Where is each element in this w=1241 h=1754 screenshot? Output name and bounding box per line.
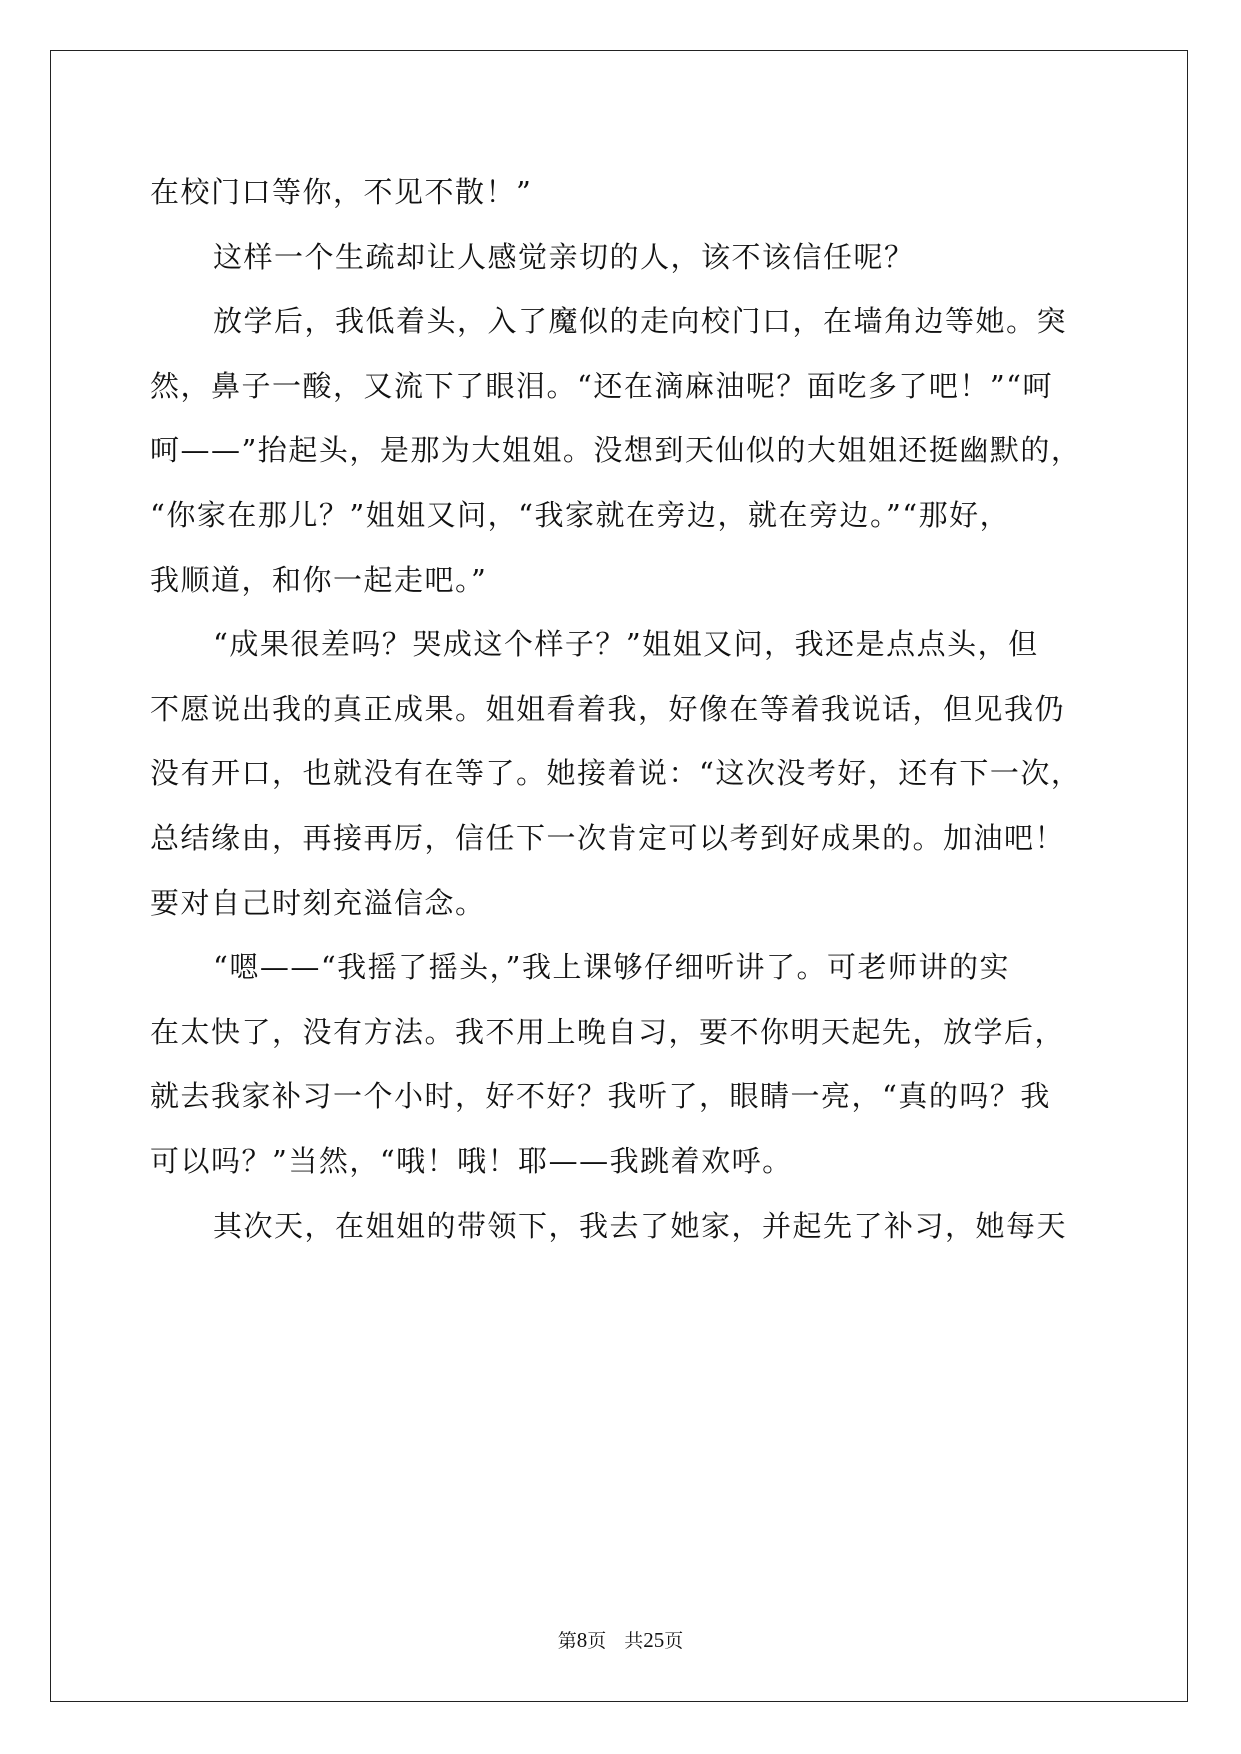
total-prefix: 共 (624, 1630, 644, 1652)
text-line: 要对自己时刻充溢信念。 (150, 885, 486, 920)
page-number: 8 (576, 1628, 588, 1652)
page-footer (0, 1628, 1241, 1653)
total-suffix: 页 (664, 1630, 684, 1652)
text-line: 不愿说出我的真正成果。姐姐看着我，好像在等着我说话，但见我仍 (150, 691, 1066, 726)
text-line: 这样一个生疏却让人感觉亲切的人，该不该信任呢？ (213, 239, 915, 274)
text-line: 总结缘由，再接再厉，信任下一次肯定可以考到好成果的。加油吧！ (150, 820, 1066, 855)
text-line: 放学后，我低着头，入了魔似的走向校门口，在墙角边等她。突 (213, 304, 1068, 339)
text-line: “你家在那儿？”姐姐又问，“我家就在旁边，就在旁边。”“那好， (150, 497, 1011, 532)
text-line: 我顺道，和你一起走吧。” (150, 562, 488, 597)
text-line: 可以吗？”当然，“哦！哦！耶——我跳着欢呼。 (150, 1143, 793, 1178)
text-line: 在太快了，没有方法。我不用上晚自习，要不你明天起先，放学后， (150, 1014, 1066, 1049)
total-pages: 25 (643, 1628, 665, 1652)
document-body (150, 160, 1090, 1258)
text-line: 呵——”抬起头，是那为大姐姐。没想到天仙似的大姐姐还挺幽默的， (150, 433, 1082, 468)
page-prefix: 第 (557, 1630, 577, 1652)
text-line: 然，鼻子一酸，又流下了眼泪。“还在滴麻油呢？面吃多了吧！”“呵 (150, 368, 1053, 403)
text-line: “嗯——“我摇了摇头，”我上课够仔细听讲了。可老师讲的实 (213, 950, 1010, 985)
text-line: 没有开口，也就没有在等了。她接着说：“这次没考好，还有下一次， (150, 756, 1082, 791)
text-line: 其次天，在姐姐的带领下，我去了她家，并起先了补习，她每天 (213, 1208, 1068, 1243)
text-line: 就去我家补习一个小时，好不好？我听了，眼睛一亮，“真的吗？我 (150, 1079, 1051, 1114)
text-line: 在校门口等你，不见不散！” (150, 175, 533, 209)
page-suffix: 页 (587, 1630, 607, 1652)
text-line: “成果很差吗？哭成这个样子？”姐姐又问，我还是点点头，但 (213, 627, 1039, 662)
